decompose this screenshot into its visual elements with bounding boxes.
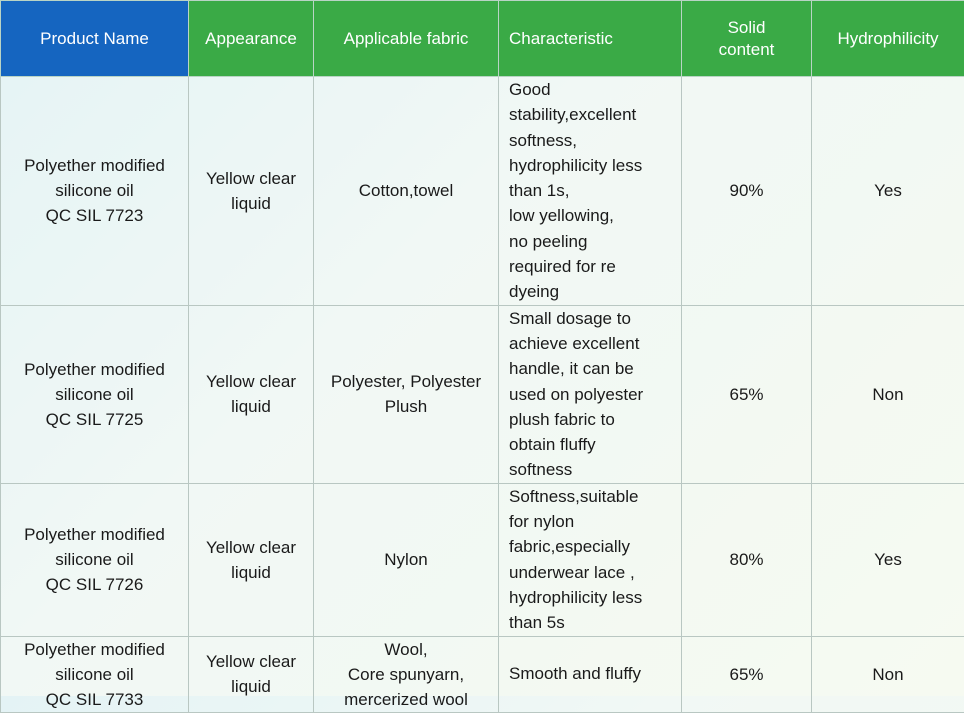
characteristic-line: required for re xyxy=(509,254,675,279)
solid-content-value: 90% xyxy=(688,178,805,203)
solid-content-value: 65% xyxy=(688,662,805,687)
characteristic-line: underwear lace , xyxy=(509,560,675,585)
cell-solid-content xyxy=(682,77,812,306)
cell-characteristic xyxy=(499,77,682,306)
product-name-line: Polyether modified xyxy=(7,522,182,547)
table-row xyxy=(1,636,964,712)
product-code-line: QC SIL 7726 xyxy=(7,572,182,597)
header-applicable-fabric-text: Applicable fabric xyxy=(322,28,490,50)
characteristic-line: for nylon xyxy=(509,509,675,534)
cell-applicable-fabric xyxy=(314,636,499,712)
solid-content-value: 80% xyxy=(688,547,805,572)
appearance-line: liquid xyxy=(195,674,307,699)
characteristic-line: Smooth and fluffy xyxy=(509,661,675,686)
cell-applicable-fabric xyxy=(314,77,499,306)
characteristic-line: plush fabric to xyxy=(509,407,675,432)
product-name-line: Polyether modified xyxy=(7,357,182,382)
characteristic-line: Softness,suitable xyxy=(509,484,675,509)
fabric-line: Wool, xyxy=(320,637,492,662)
characteristic-line: stability,excellent xyxy=(509,102,675,127)
product-name-line: silicone oil xyxy=(7,178,182,203)
table-row xyxy=(1,305,964,483)
header-characteristic xyxy=(499,1,682,77)
product-name-line: silicone oil xyxy=(7,662,182,687)
product-name-line: silicone oil xyxy=(7,547,182,572)
table-row xyxy=(1,483,964,636)
table-row xyxy=(1,77,964,306)
cell-hydrophilicity xyxy=(812,305,964,483)
product-code-line: QC SIL 7725 xyxy=(7,407,182,432)
header-appearance xyxy=(189,1,314,77)
appearance-line: Yellow clear xyxy=(195,369,307,394)
fabric-line: Cotton,towel xyxy=(320,178,492,203)
appearance-line: liquid xyxy=(195,560,307,585)
hydrophilicity-value: Yes xyxy=(818,547,958,572)
cell-characteristic xyxy=(499,636,682,712)
product-code-line: QC SIL 7733 xyxy=(7,687,182,712)
characteristic-line: Small dosage to xyxy=(509,306,675,331)
header-characteristic-text: Characteristic xyxy=(509,28,673,50)
cell-product-name xyxy=(1,305,189,483)
header-applicable-fabric xyxy=(314,1,499,77)
hydrophilicity-value: Non xyxy=(818,662,958,687)
header-solid-content xyxy=(682,1,812,77)
fabric-line: Plush xyxy=(320,394,492,419)
characteristic-line: hydrophilicity less xyxy=(509,585,675,610)
fabric-line: Core spunyarn, xyxy=(320,662,492,687)
cell-appearance xyxy=(189,305,314,483)
cell-hydrophilicity xyxy=(812,483,964,636)
cell-applicable-fabric xyxy=(314,483,499,636)
cell-characteristic xyxy=(499,483,682,636)
cell-product-name xyxy=(1,636,189,712)
cell-applicable-fabric xyxy=(314,305,499,483)
header-solid-content-line2: content xyxy=(690,39,803,61)
characteristic-line: obtain fluffy xyxy=(509,432,675,457)
solid-content-value: 65% xyxy=(688,382,805,407)
fabric-line: Nylon xyxy=(320,547,492,572)
header-product-name-text: Product Name xyxy=(9,28,180,50)
characteristic-line: no peeling xyxy=(509,229,675,254)
cell-appearance xyxy=(189,77,314,306)
hydrophilicity-value: Yes xyxy=(818,178,958,203)
characteristic-line: fabric,especially xyxy=(509,534,675,559)
header-hydrophilicity xyxy=(812,1,964,77)
table-header-row xyxy=(1,1,964,77)
product-name-line: silicone oil xyxy=(7,382,182,407)
cell-characteristic xyxy=(499,305,682,483)
characteristic-line: dyeing xyxy=(509,279,675,304)
characteristic-line: used on polyester xyxy=(509,382,675,407)
characteristic-line: handle, it can be xyxy=(509,356,675,381)
cell-hydrophilicity xyxy=(812,77,964,306)
appearance-line: Yellow clear xyxy=(195,649,307,674)
fabric-line: Polyester, Polyester xyxy=(320,369,492,394)
cell-product-name xyxy=(1,483,189,636)
product-code-line: QC SIL 7723 xyxy=(7,203,182,228)
cell-solid-content xyxy=(682,305,812,483)
characteristic-line: low yellowing, xyxy=(509,203,675,228)
cell-solid-content xyxy=(682,636,812,712)
hydrophilicity-value: Non xyxy=(818,382,958,407)
header-hydrophilicity-text: Hydrophilicity xyxy=(820,28,956,50)
appearance-line: liquid xyxy=(195,191,307,216)
characteristic-line: Good xyxy=(509,77,675,102)
cell-appearance xyxy=(189,483,314,636)
characteristic-line: hydrophilicity less xyxy=(509,153,675,178)
appearance-line: Yellow clear xyxy=(195,535,307,560)
cell-product-name xyxy=(1,77,189,306)
characteristic-line: achieve excellent xyxy=(509,331,675,356)
product-name-line: Polyether modified xyxy=(7,637,182,662)
header-solid-content-line1: Solid xyxy=(690,17,803,39)
cell-appearance xyxy=(189,636,314,712)
header-appearance-text: Appearance xyxy=(197,28,305,50)
appearance-line: liquid xyxy=(195,394,307,419)
appearance-line: Yellow clear xyxy=(195,166,307,191)
characteristic-line: than 1s, xyxy=(509,178,675,203)
characteristic-line: softness, xyxy=(509,128,675,153)
cell-solid-content xyxy=(682,483,812,636)
characteristic-line: than 5s xyxy=(509,610,675,635)
fabric-line: mercerized wool xyxy=(320,687,492,712)
characteristic-line: softness xyxy=(509,457,675,482)
cell-hydrophilicity xyxy=(812,636,964,712)
header-product-name xyxy=(1,1,189,77)
product-name-line: Polyether modified xyxy=(7,153,182,178)
